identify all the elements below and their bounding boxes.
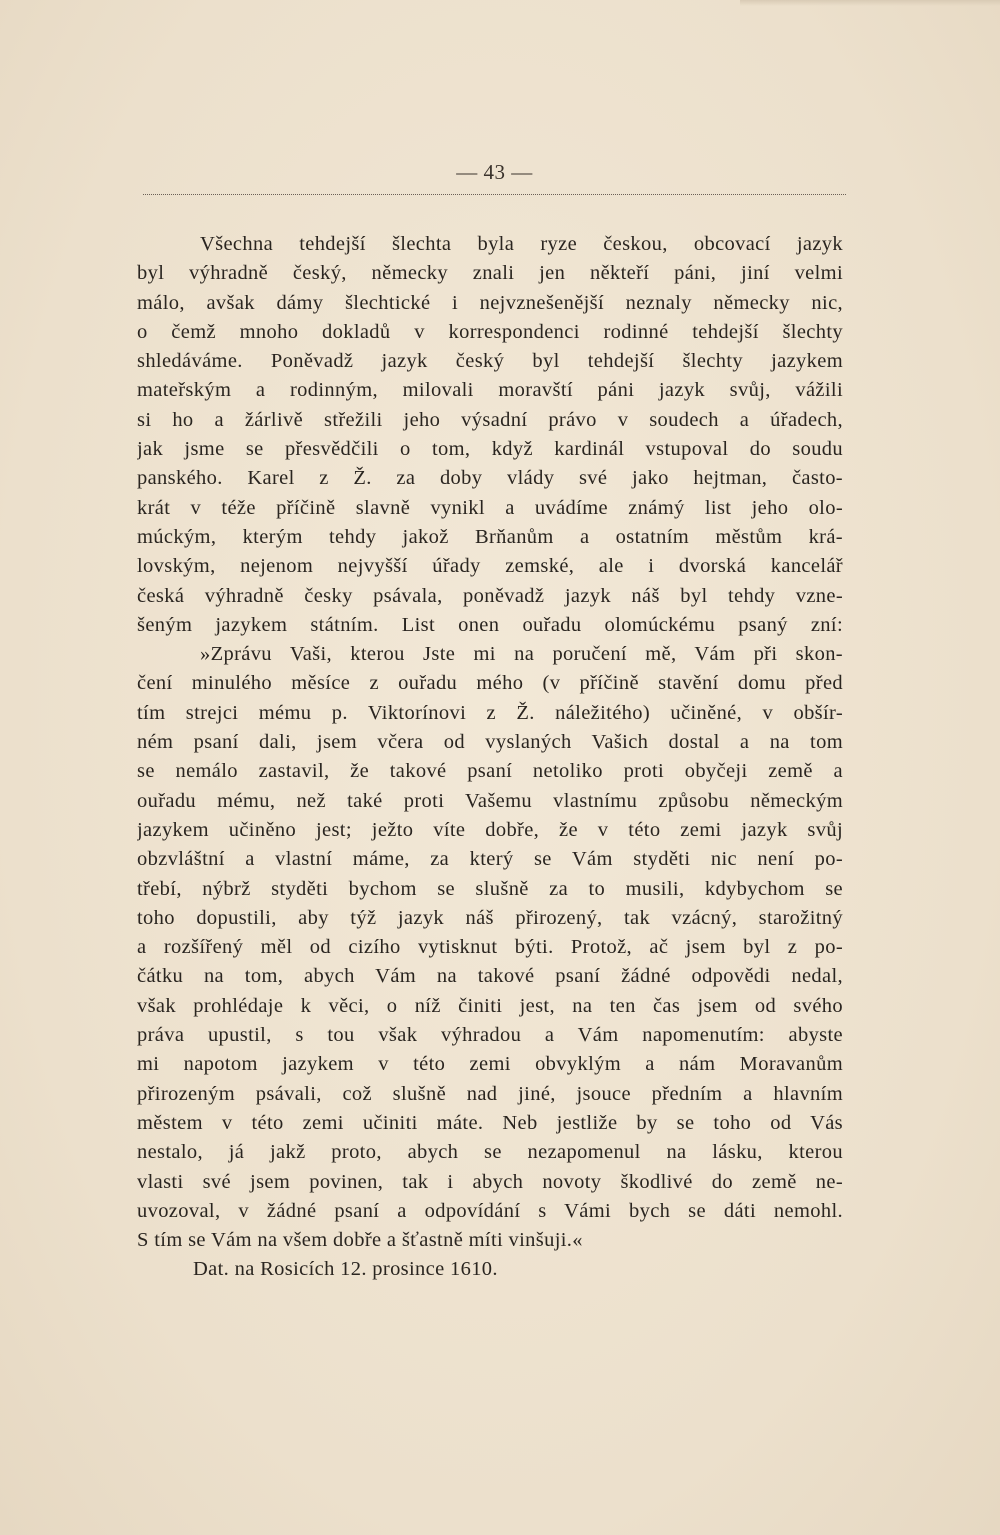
text-line: o čemž mnoho dokladů v korrespondenci rodinné tehdejší šlechty xyxy=(137,320,843,343)
letter-line: však prohlédaje k věci, o níž činiti jest, na ten čas jsem od svého xyxy=(137,994,843,1017)
page-number: — 43 — xyxy=(456,160,533,184)
header-rule xyxy=(143,194,846,195)
letter-line: čení minulého měsíce z ouřadu mého (v příčině stavění domu před xyxy=(137,672,843,695)
letter-line: ouřadu mému, než také proti Vašemu vlastnímu způsobu německým xyxy=(137,789,843,812)
letter-line: přirozeným psávali, což slušně nad jiné, jsouce předním a hlavním xyxy=(137,1082,843,1105)
letter-line: obzvláštní a vlastní máme, za který se Vám styděti nic není po- xyxy=(137,848,843,871)
text-line: byl výhradně český, německy znali jen někteří páni, jiní velmi xyxy=(137,262,843,285)
text-line: Všechna tehdejší šlechta byla ryze českou, obcovací jazyk xyxy=(200,233,843,255)
letter-line: »Zprávu Vaši, kterou Jste mi na poručení mě, Vám při skon- xyxy=(200,643,843,666)
letter-line: uvozoval, v žádné psaní a odpovídání s Vámi bych se dáti nemohl. xyxy=(137,1199,843,1222)
letter-line: tím strejci mému p. Viktorínovi z Ž. náležitého) učiněné, v obšír- xyxy=(137,701,843,724)
letter-line: mi napotom jazykem v této zemi obvyklým a nám Moravanům xyxy=(137,1053,843,1076)
letter-line: se nemálo zastavil, že takové psaní netoliko proti obyčeji země a xyxy=(137,760,843,783)
letter-line: jazykem učiněno jest; ježto víte dobře, že v této zemi jazyk svůj xyxy=(137,818,843,841)
text-line: jak jsme se přesvědčili o tom, když kardinál vstupoval do soudu xyxy=(137,438,843,461)
dateline: Dat. na Rosicích 12. prosince 1610. xyxy=(193,1258,498,1281)
text-line: múckým, kterým tehdy jakož Brňanům a ostatním městům krá- xyxy=(137,525,843,548)
text-line: mateřským a rodinným, milovali moravští páni jazyk svůj, vážili xyxy=(137,379,843,402)
letter-line: třebí, nýbrž styděti bychom se slušně za to musili, kdybychom se xyxy=(137,877,843,900)
letter-line: vlasti své jsem povinen, tak i abych novoty škodlivé do země ne- xyxy=(137,1170,843,1193)
letter-line: toho dopustili, aby týž jazyk náš přirozený, tak vzácný, starožitný xyxy=(137,906,843,929)
text-line: málo, avšak dámy šlechtické i nejvznešenější neznaly německy nic, xyxy=(137,291,843,314)
letter-line: ném psaní dali, jsem včera od vyslaných Vašich dostal a na tom xyxy=(137,731,843,754)
text-line: si ho a žárlivě střežili jeho výsadní právo v soudech a úřadech, xyxy=(137,408,843,431)
text-line: panského. Karel z Ž. za doby vlády své jako hejtman, často- xyxy=(137,467,843,490)
text-line: lovským, nejenom nejvyšší úřady zemské, ale i dvorská kancelář xyxy=(137,555,843,578)
body-text xyxy=(137,230,843,1285)
letter-closing: S tím se Vám na všem dobře a šťastně míti vinšuji.« xyxy=(137,1229,583,1252)
text-line: krát v téže příčině slavně vynikl a uvádíme známý list jeho olo- xyxy=(137,496,843,519)
letter-line: městem v této zemi učiniti máte. Neb jestliže by se toho od Vás xyxy=(137,1111,843,1134)
letter-line: nestalo, já jakž proto, abych se nezapomenul na lásku, kterou xyxy=(137,1141,843,1164)
letter-line: čátku na tom, abych Vám na takové psaní žádné odpovědi nedal, xyxy=(137,965,843,988)
letter-line: práva upustil, s tou však výhradou a Vám napomenutím: abyste xyxy=(137,1024,843,1047)
text-line: shledáváme. Poněvadž jazyk český byl tehdejší šlechty jazykem xyxy=(137,350,843,373)
page-edge-shadow xyxy=(740,0,1000,6)
text-line: česká výhradně česky psávala, poněvadž jazyk náš byl tehdy vzne- xyxy=(137,584,843,607)
letter-line: a rozšířený měl od cizího vytisknut býti. Protož, ač jsem byl z po- xyxy=(137,936,843,959)
text-line: šeným jazykem státním. List onen ouřadu olomúckému psaný zní: xyxy=(137,613,843,636)
